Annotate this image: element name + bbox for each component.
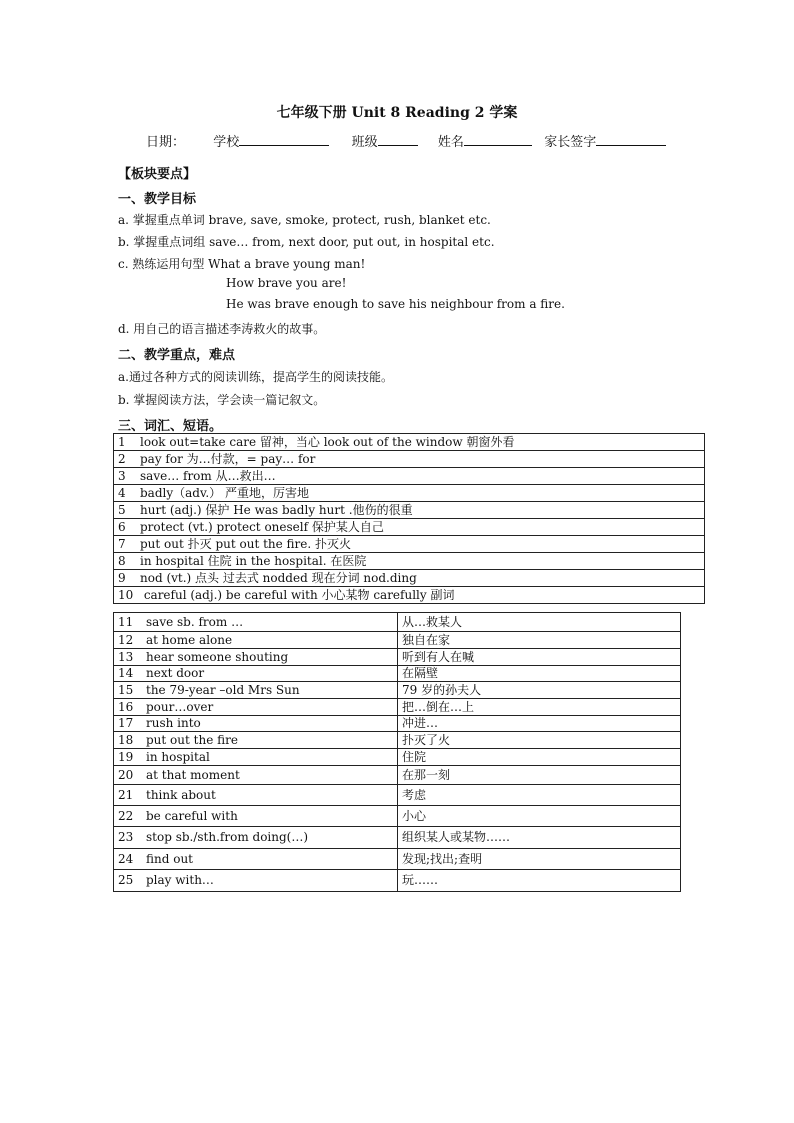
phrase-english-cell [114, 870, 398, 892]
table-row [114, 553, 705, 570]
phrase-english-cell [114, 766, 398, 785]
phrase-english: rush into [146, 716, 201, 730]
key-points-heading: 二、教学重点，难点 [118, 348, 236, 363]
vocab-note-text: careful (adj.) be careful with 小心某物 carefully 副词 [140, 587, 455, 602]
vocab-note-cell [114, 536, 705, 553]
objective-b: b. 掌握重点词组 save… from, next door, put out, in hospital etc. [118, 235, 495, 249]
objective-c-sentence-3: He was brave enough to save his neighbour from a fire. [226, 297, 565, 311]
row-number: 22 [118, 808, 134, 823]
row-number: 24 [118, 851, 134, 866]
vocab-note-cell [114, 434, 705, 451]
vocab-heading: 三、词汇、短语。 [118, 419, 223, 434]
phrase-english: be careful with [146, 808, 238, 823]
vocab-note-text: look out=take care 留神，当心 look out of the window 朝窗外看 [140, 434, 515, 449]
date-label: 日期： [146, 135, 186, 150]
phrase-chinese: 听到有人在喊 [398, 649, 681, 666]
table-row [114, 749, 681, 766]
phrase-english-cell [114, 632, 398, 649]
vocab-note-cell [114, 502, 705, 519]
row-number: 14 [118, 666, 134, 680]
phrase-english-cell [114, 613, 398, 632]
row-number: 20 [118, 767, 134, 782]
row-number: 10 [118, 587, 134, 602]
row-number: 9 [118, 570, 126, 585]
table-row [114, 451, 705, 468]
phrase-chinese: 把…倒在…上 [398, 699, 681, 716]
phrase-english-cell [114, 849, 398, 870]
row-number: 11 [118, 614, 134, 629]
parent-sign-blank [596, 133, 666, 146]
row-number: 7 [118, 536, 126, 551]
vocab-note-text: pay for 为…付款，= pay… for [140, 451, 316, 466]
table-row [114, 827, 681, 849]
row-number: 25 [118, 873, 134, 887]
school-label: 学校 [213, 135, 240, 150]
table-row [114, 434, 705, 451]
table-row [114, 716, 681, 732]
phrase-chinese: 组织某人或某物…… [398, 827, 681, 849]
phrase-english-cell [114, 699, 398, 716]
table-row [114, 570, 705, 587]
row-number: 3 [118, 468, 126, 483]
table-row [114, 732, 681, 749]
parent-sign-label: 家长签字 [544, 135, 597, 150]
table-row [114, 519, 705, 536]
name-blank [464, 133, 532, 146]
row-number: 4 [118, 485, 126, 500]
vocab-note-cell [114, 468, 705, 485]
phrase-english-cell [114, 682, 398, 699]
vocab-note-text: nod (vt.) 点头 过去式 nodded 现在分词 nod.ding [140, 570, 417, 585]
vocab-note-cell [114, 553, 705, 570]
phrase-chinese: 从…救某人 [398, 613, 681, 632]
vocab-note-text: protect (vt.) protect oneself 保护某人自己 [140, 519, 384, 534]
row-number: 16 [118, 699, 134, 714]
phrase-english-cell [114, 649, 398, 666]
table-row [114, 806, 681, 827]
phrase-chinese: 住院 [398, 749, 681, 766]
info-line [146, 131, 666, 150]
table-row [114, 632, 681, 649]
phrase-english-cell [114, 806, 398, 827]
vocab-note-text: hurt (adj.) 保护 He was badly hurt .他伤的很重 [140, 502, 413, 517]
objective-c-sentence-2: How brave you are! [226, 276, 347, 290]
class-blank [378, 133, 418, 146]
vocab-note-text: in hospital 住院 in the hospital. 在医院 [140, 553, 367, 568]
phrase-english-cell [114, 827, 398, 849]
table-row [114, 649, 681, 666]
phrase-english: stop sb./sth.from doing(…) [146, 830, 309, 844]
objective-d: d. 用自己的语言描述李涛救火的故事。 [118, 322, 326, 336]
phrase-english: save sb. from … [146, 614, 244, 629]
table-row [114, 587, 705, 604]
phrase-english: next door [146, 666, 205, 680]
table-row [114, 468, 705, 485]
row-number: 21 [118, 787, 134, 802]
table-row [114, 785, 681, 806]
phrase-english: in hospital [146, 749, 210, 764]
block-points-heading: 【板块要点】 [118, 167, 197, 182]
vocab-note-text: put out 扑灭 put out the fire. 扑灭火 [140, 536, 352, 551]
row-number: 23 [118, 830, 134, 844]
row-number: 19 [118, 749, 134, 764]
phrase-english: at home alone [146, 632, 233, 647]
phrase-chinese: 在隔壁 [398, 666, 681, 682]
vocab-note-cell [114, 587, 705, 604]
name-label: 姓名 [437, 135, 464, 150]
school-blank [239, 133, 329, 146]
table-row [114, 682, 681, 699]
phrase-english: the 79-year –old Mrs Sun [146, 682, 300, 697]
table-row [114, 536, 705, 553]
row-number: 13 [118, 649, 134, 664]
phrase-english: hear someone shouting [146, 649, 289, 664]
row-number: 6 [118, 519, 126, 534]
row-number: 17 [118, 716, 134, 730]
vocab-note-text: save… from 从…救出… [140, 468, 276, 483]
phrase-english: find out [146, 851, 194, 866]
row-number: 5 [118, 502, 126, 517]
table-row [114, 502, 705, 519]
table-row [114, 699, 681, 716]
row-number: 8 [118, 553, 126, 568]
row-number: 12 [118, 632, 134, 647]
objectives-heading: 一、教学目标 [118, 192, 197, 207]
phrase-english-cell [114, 666, 398, 682]
objective-c: c. 熟练运用句型 What a brave young man! [118, 257, 366, 271]
phrase-english-cell [114, 716, 398, 732]
key-point-a: a.通过各种方式的阅读训练，提高学生的阅读技能。 [118, 370, 393, 384]
page-title: 七年级下册 Unit 8 Reading 2 学案 [276, 105, 518, 121]
phrase-english-cell [114, 732, 398, 749]
phrase-chinese: 冲进… [398, 716, 681, 732]
phrase-english: at that moment [146, 767, 240, 782]
phrase-english-cell [114, 749, 398, 766]
phrase-chinese: 扑灭了火 [398, 732, 681, 749]
vocab-note-cell [114, 485, 705, 502]
phrase-english: think about [146, 787, 216, 802]
phrase-table [113, 612, 681, 892]
table-row [114, 870, 681, 892]
phrase-chinese: 考虑 [398, 785, 681, 806]
vocab-notes-table [113, 433, 705, 604]
table-row [114, 849, 681, 870]
table-row [114, 485, 705, 502]
phrase-chinese: 发现;找出;查明 [398, 849, 681, 870]
phrase-chinese: 小心 [398, 806, 681, 827]
key-point-b: b. 掌握阅读方法，学会读一篇记叙文。 [118, 393, 326, 407]
phrase-english-cell [114, 785, 398, 806]
phrase-chinese: 79 岁的孙夫人 [398, 682, 681, 699]
objective-a: a. 掌握重点单词 brave, save, smoke, protect, rush, blanket etc. [118, 213, 491, 227]
phrase-chinese: 玩…… [398, 870, 681, 892]
vocab-note-cell [114, 451, 705, 468]
table-row [114, 613, 681, 632]
vocab-note-text: badly（adv.） 严重地，厉害地 [140, 485, 309, 500]
table-row [114, 766, 681, 785]
row-number: 15 [118, 682, 134, 697]
row-number: 18 [118, 732, 134, 747]
phrase-chinese: 独自在家 [398, 632, 681, 649]
phrase-english: pour…over [146, 699, 214, 714]
class-label: 班级 [351, 135, 378, 150]
row-number: 2 [118, 451, 126, 466]
row-number: 1 [118, 434, 126, 449]
table-row [114, 666, 681, 682]
phrase-chinese: 在那一刻 [398, 766, 681, 785]
vocab-note-cell [114, 570, 705, 587]
phrase-english: put out the fire [146, 732, 238, 747]
phrase-english: play with… [146, 873, 214, 887]
vocab-note-cell [114, 519, 705, 536]
